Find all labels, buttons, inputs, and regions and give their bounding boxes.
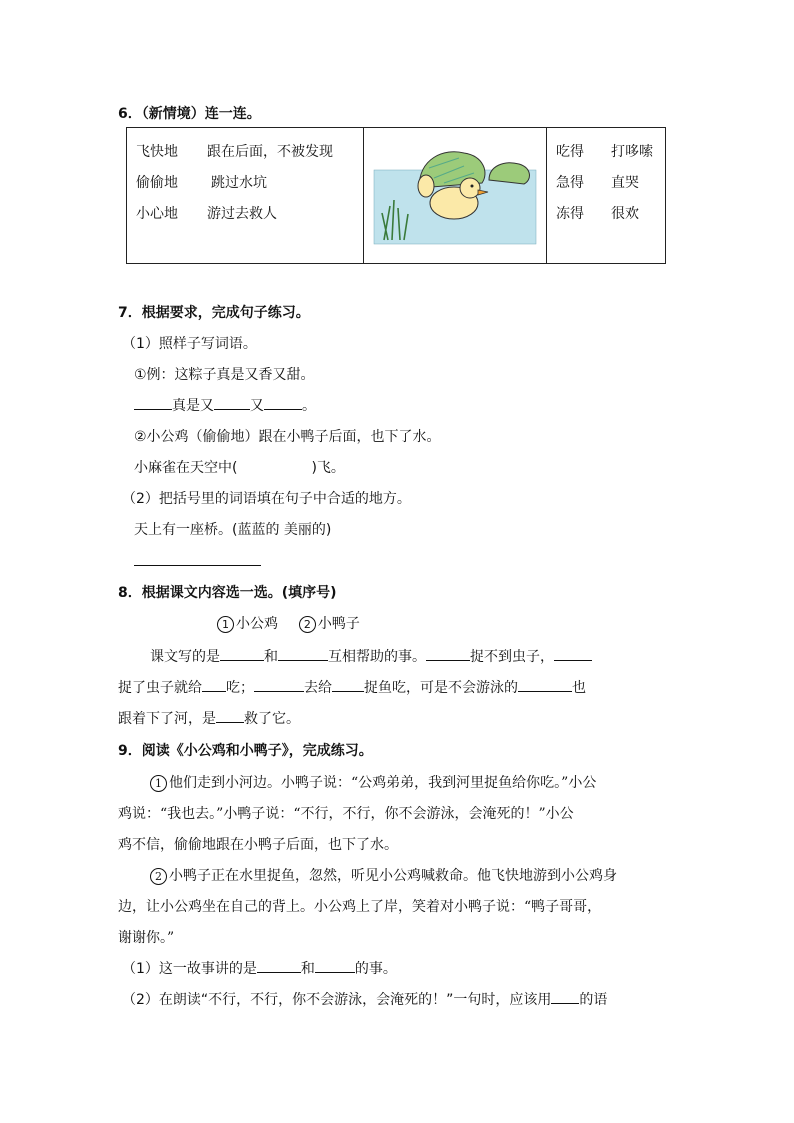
verb-2: 急得 xyxy=(556,175,584,191)
q7-sentence: 天上有一座桥。(蓝蓝的 美丽的) xyxy=(134,522,332,538)
answer-blank[interactable] xyxy=(216,710,244,723)
q8-line-3 xyxy=(118,708,300,728)
q8-options xyxy=(217,613,360,633)
q8-line-1 xyxy=(150,646,592,666)
text: 吃； xyxy=(226,680,254,696)
passage-p2-line3: 谢谢你。” xyxy=(118,930,175,946)
answer-line[interactable] xyxy=(134,565,261,566)
passage-p1-line2: 鸡说：“我也去。”小鸭子说：“不行，不行，你不会游泳，会淹死的！”小公 xyxy=(118,806,574,822)
answer-blank[interactable] xyxy=(278,648,328,661)
text: 救了它。 xyxy=(244,711,300,727)
passage-p2-line2: 边，让小公鸡坐在自己的背上。小公鸡上了岸，笑着对小鸭子说：“鸭子哥哥， xyxy=(118,899,602,915)
phrase-2: 跳过水坑 xyxy=(211,175,267,191)
q7-part2: （2）把括号里的词语填在句子中合适的地方。 xyxy=(122,491,411,507)
frame-text-2: 又 xyxy=(250,398,264,414)
option-number-2: 2 xyxy=(299,616,316,633)
verb-3: 冻得 xyxy=(556,206,584,222)
text: 小鸭子正在水里捉鱼，忽然，听见小公鸡喊救命。他飞快地游到小公鸡身 xyxy=(169,868,617,884)
q8-title: 8．根据课文内容选一选。(填序号) xyxy=(118,585,337,601)
verb-1: 吃得 xyxy=(556,144,584,160)
fill-text-1: 小麻雀在天空中( xyxy=(134,460,238,476)
adverb-2: 偷偷地 xyxy=(136,175,178,191)
duck-illustration xyxy=(364,128,546,263)
text: 捉不到虫子， xyxy=(470,649,554,665)
answer-blank[interactable] xyxy=(518,679,572,692)
text: （2）在朗读“不行，不行，你不会游泳，会淹死的！”一句时，应该用 xyxy=(122,992,552,1008)
q7-fill-line xyxy=(134,457,345,477)
answer-blank[interactable] xyxy=(254,679,304,692)
text: 互相帮助的事。 xyxy=(328,649,426,665)
answer-blank[interactable] xyxy=(426,648,470,661)
q8-line-2 xyxy=(118,677,586,697)
q7-example1: ①例：这粽子真是又香又甜。 xyxy=(134,367,315,383)
q7-title: 7．根据要求，完成句子练习。 xyxy=(118,305,310,321)
result-1: 打哆嗦 xyxy=(611,144,653,160)
frame-text-1: 真是又 xyxy=(172,398,214,414)
q7-part1: （1）照样子写词语。 xyxy=(122,336,257,352)
option-number-1: 1 xyxy=(217,616,234,633)
answer-blank[interactable] xyxy=(202,679,226,692)
q9-sub2 xyxy=(122,989,607,1009)
fill-text-2: )飞。 xyxy=(311,460,345,476)
right-column xyxy=(547,128,666,264)
passage-p2-line1 xyxy=(150,865,617,885)
answer-blank[interactable] xyxy=(214,397,250,410)
adverb-3: 小心地 xyxy=(136,206,178,222)
text: 也 xyxy=(572,680,586,696)
text: 跟着下了河，是 xyxy=(118,711,216,727)
q6-title: 6．（新情境）连一连。 xyxy=(118,106,261,122)
frame-text-3: 。 xyxy=(302,398,316,414)
result-2: 直哭 xyxy=(611,175,639,191)
text: 和 xyxy=(264,649,278,665)
answer-blank[interactable] xyxy=(134,397,172,410)
paragraph-number-2: 2 xyxy=(150,868,167,885)
answer-blank[interactable] xyxy=(554,648,592,661)
option-1: 小公鸡 xyxy=(236,616,278,632)
answer-blank[interactable] xyxy=(315,960,355,973)
passage-p1-line3: 鸡不信，偷偷地跟在小鸭子后面，也下了水。 xyxy=(118,837,398,853)
adverb-1: 飞快地 xyxy=(136,144,178,160)
q9-sub1 xyxy=(122,958,397,978)
q7-example2: ②小公鸡（偷偷地）跟在小鸭子后面，也下了水。 xyxy=(134,429,441,445)
text: 课文写的是 xyxy=(150,649,220,665)
paragraph-number-1: 1 xyxy=(150,775,167,792)
text: 他们走到小河边。小鸭子说：“公鸡弟弟，我到河里捉鱼给你吃。”小公 xyxy=(169,775,597,791)
text: 捉了虫子就给 xyxy=(118,680,202,696)
text: 的事。 xyxy=(354,961,397,977)
result-3: 很欢 xyxy=(611,206,639,222)
passage-p1-line1 xyxy=(150,772,596,792)
q9-title: 9．阅读《小公鸡和小鸭子》，完成练习。 xyxy=(118,743,373,759)
answer-blank[interactable] xyxy=(264,397,302,410)
left-column xyxy=(127,128,364,264)
answer-blank[interactable] xyxy=(332,679,364,692)
matching-table xyxy=(126,127,666,264)
q7-frame-line xyxy=(134,395,316,415)
option-2: 小鸭子 xyxy=(317,616,360,632)
phrase-3: 游过去救人 xyxy=(207,206,277,222)
answer-blank[interactable] xyxy=(257,960,301,973)
text: 去给 xyxy=(304,680,332,696)
text: 的语 xyxy=(579,992,608,1008)
answer-blank[interactable] xyxy=(220,648,264,661)
text: 捉鱼吃，可是不会游泳的 xyxy=(364,680,518,696)
phrase-1: 跟在后面，不被发现 xyxy=(207,144,333,160)
text: （1）这一故事讲的是 xyxy=(122,961,257,977)
answer-blank[interactable] xyxy=(551,991,579,1004)
text: 和 xyxy=(300,961,315,977)
picture-cell xyxy=(364,128,547,264)
